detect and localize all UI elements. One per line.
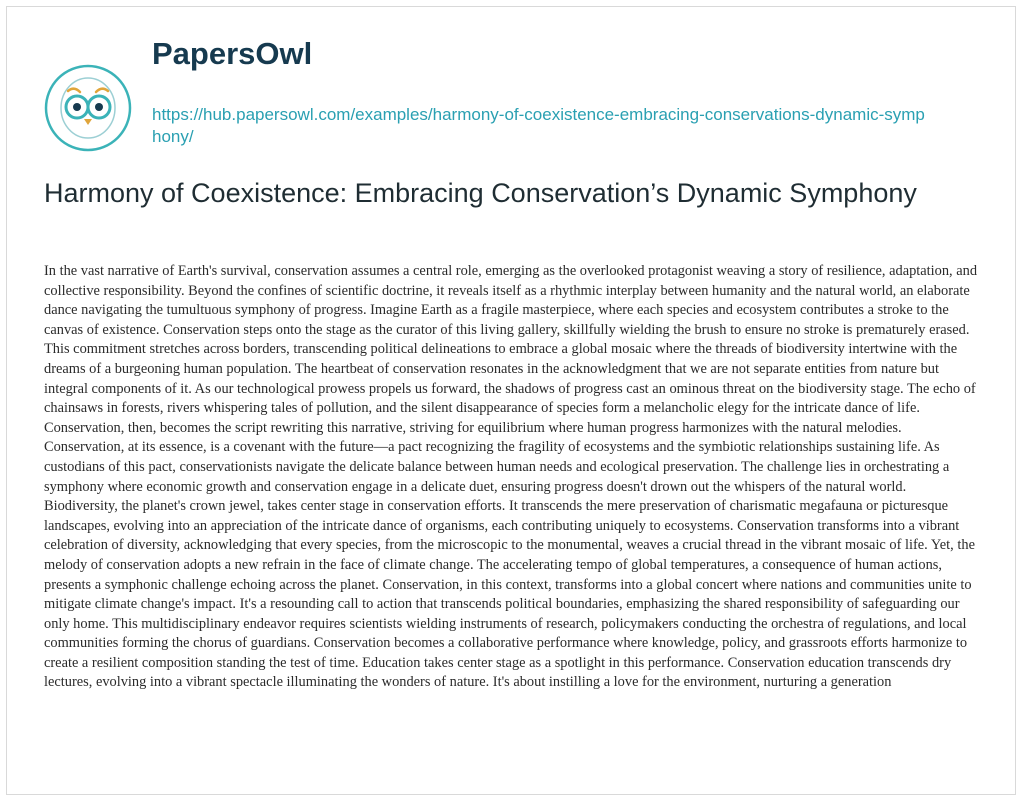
article-title: Harmony of Coexistence: Embracing Conservation’s Dynamic Symphony bbox=[44, 178, 917, 208]
article-body: In the vast narrative of Earth's survival, conservation assumes a central role, emerging as the overlooked protagonist weaving a story of resilience, adaptation, and collective responsibility. Beyond the confines of scientific doctrine, it reveals itself as a rhythmic interplay between humanity and the natural world, an elaborate dance navigating the tumultuous symphony of progress. Imagine Earth as a fragile masterpiece, where each species and ecosystem contributes a stroke to the canvas of existence. Conservation steps onto the stage as the curator of this living gallery, skillfully wielding the brush to ensure no stroke is prematurely erased. This commitment stretches across borders, transcending political delineations to embrace a global mosaic where the threads of biodiversity intertwine with the dreams of a burgeoning human population. The heartbeat of conservation resonates in the acknowledgment that we are not separate entities from nature but integral components of it. As our technological prowess propels us forward, the shadows of progress cast an ominous threat on the biodiversity stage. The echo of chainsaws in forests, rivers whispering tales of pollution, and the silent disappearance of species form a melancholic elegy for the intricate dance of life. Conservation, then, becomes the script rewriting this narrative, striving for equilibrium where human progress harmonizes with the natural melodies. Conservation, at its essence, is a covenant with the future—a pact recognizing the fragility of ecosystems and the symbiotic relationships sustaining life. As custodians of this pact, conservationists navigate the delicate balance between human needs and ecological preservation. The challenge lies in orchestrating a symphony where economic growth and conservation engage in a delicate duet, ensuring progress doesn't drown out the whispers of the natural world. Biodiversity, the planet's crown jewel, takes center stage in conservation efforts. It transcends the mere preservation of charismatic megafauna or picturesque landscapes, evolving into an appreciation of the intricate dance of organisms, each contributing uniquely to ecosystems. Conservation transforms into a vibrant celebration of diversity, acknowledging that every species, from the microscopic to the monumental, weaves a crucial thread in the vibrant mosaic of life. Yet, the melody of conservation adopts a new refrain in the face of climate change. The accelerating tempo of global temperatures, a consequence of human actions, presents a symphonic challenge echoing across the planet. Conservation, in this context, transforms into a global concert where nations and communities unite to mitigate climate change's impact. It's a resounding call to action that transcends political boundaries, emphasizing the shared responsibility of safeguarding our only home. This multidisciplinary endeavor requires scientists wielding instruments of research, policymakers conducting the orchestra of regulations, and local communities forming the chorus of guardians. Conservation becomes a collaborative performance where knowledge, policy, and grassroots efforts harmonize to create a resilient composition standing the test of time. Education takes center stage as a spotlight in this performance. Conservation education transcends dry lectures, evolving into a vibrant spectacle illuminating the wonders of nature. It's about instilling a love for the environment, nurturing a generation bbox=[44, 263, 978, 691]
brand-name: PapersOwl bbox=[152, 36, 313, 71]
owl-logo-icon bbox=[44, 64, 132, 152]
site-header bbox=[44, 34, 984, 164]
article-url-link[interactable]: https://hub.papersowl.com/examples/harmony-of-coexistence-embracing-conservations-dynamic-symphony/ bbox=[152, 105, 925, 146]
